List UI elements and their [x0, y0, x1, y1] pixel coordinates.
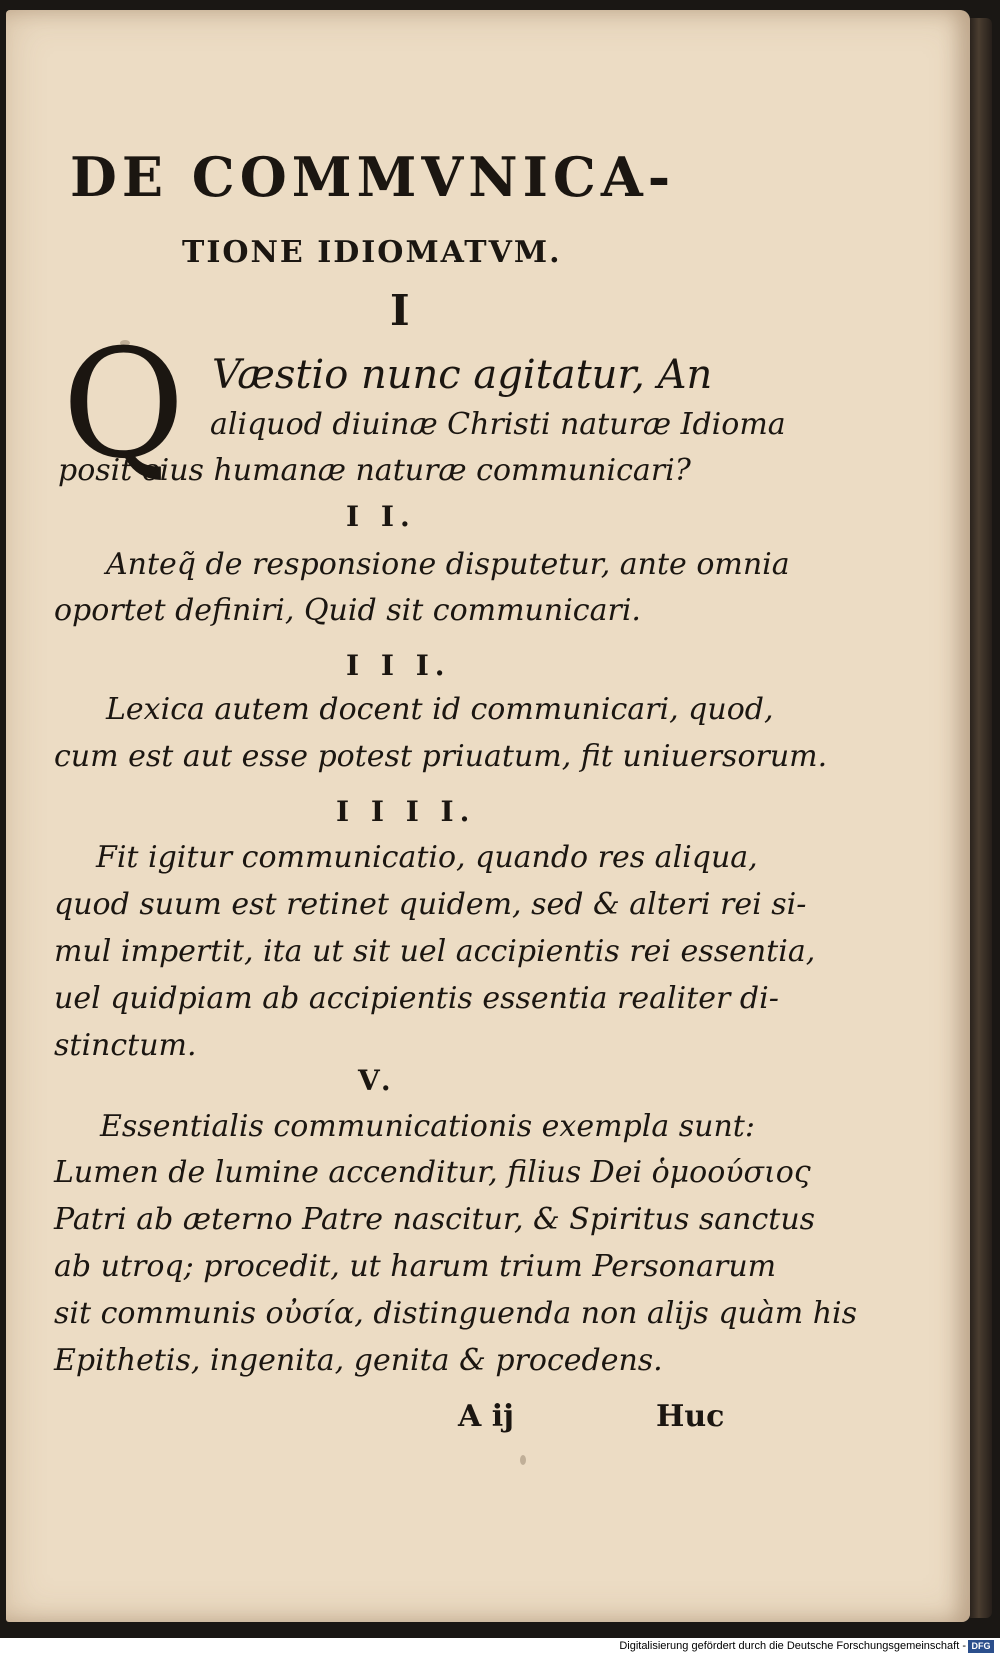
section-1-line-1: Væstio nunc agitatur, An	[212, 352, 713, 398]
section-2-line-2: oportet definiri, Quid sit communicari.	[54, 593, 641, 628]
section-numeral: I I.	[346, 500, 416, 533]
section-1-line-3: posit eius humanæ naturæ communicari?	[58, 453, 691, 488]
signature-mark: A ij	[458, 1399, 514, 1434]
section-5-line-2: Lumen de lumine accenditur, filius Dei ὁμοούσιος	[54, 1155, 811, 1190]
digitization-credit: Digitalisierung gefördert durch die Deutsche Forschungsgemeinschaft -	[619, 1640, 966, 1652]
section-numeral: I I I I.	[336, 795, 476, 828]
section-4-line-4: uel quidpiam ab accipientis essentia realiter di-	[54, 981, 779, 1016]
heading-line-1: DE COMMVNICA-	[70, 145, 676, 209]
section-5-line-6: Epithetis, ingenita, genita & procedens.	[54, 1343, 663, 1378]
section-4-line-1: Fit igitur communicatio, quando res aliqua,	[96, 840, 758, 875]
section-numeral: I	[390, 286, 416, 335]
section-numeral: I I I.	[346, 649, 451, 682]
section-3-line-1: Lexica autem docent id communicari, quod,	[106, 692, 774, 727]
dfg-logo[interactable]: DFG	[968, 1640, 994, 1653]
section-4-line-2: quod suum est retinet quidem, sed & alteri rei si-	[54, 887, 807, 922]
section-4-line-3: mul impertit, ita ut sit uel accipientis rei essentia,	[54, 934, 816, 969]
catchword: Huc	[656, 1399, 725, 1434]
section-numeral: V.	[358, 1064, 397, 1097]
section-4-line-5: stinctum.	[54, 1028, 197, 1063]
section-1-line-2: aliquod diuinæ Christi naturæ Idioma	[210, 407, 786, 442]
section-5-line-3: Patri ab æterno Patre nascitur, & Spiritus sanctus	[54, 1202, 816, 1237]
section-5-line-4: ab utroq; procedit, ut harum trium Personarum	[54, 1249, 777, 1284]
heading-line-2: TIONE IDIOMATVM.	[182, 235, 562, 270]
section-3-line-2: cum est aut esse potest priuatum, fit uniuersorum.	[54, 739, 828, 774]
page-fore-edge	[970, 18, 992, 1618]
section-2-line-1: Anteq̃ de responsione disputetur, ante omnia	[106, 547, 790, 582]
section-5-line-1: Essentialis communicationis exempla sunt:	[100, 1109, 755, 1144]
drop-capital: Q	[62, 318, 185, 492]
ink-smudge	[520, 1455, 526, 1465]
section-5-line-5: sit communis οὐσία, distinguenda non alijs quàm his	[54, 1296, 858, 1331]
